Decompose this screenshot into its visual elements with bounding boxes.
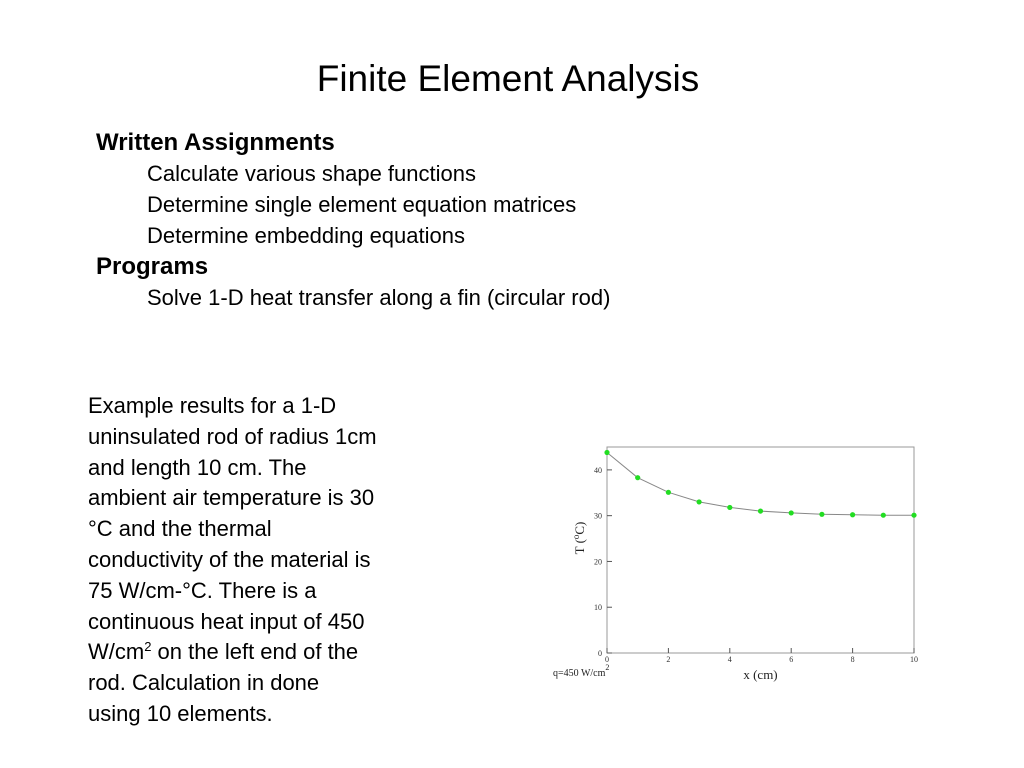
unit-exponent: 2 [144, 639, 152, 655]
assignment-outline [96, 127, 610, 313]
x-tick-label: 4 [727, 655, 732, 664]
example-line: 75 W/cm-°C. There is a [88, 577, 317, 603]
heat-input-label [553, 663, 609, 679]
heat-input-text: q=450 W/cm [553, 668, 606, 679]
x-axis-label: x (cm) [743, 667, 778, 682]
data-point [727, 505, 732, 510]
example-line: ambient air temperature is 30 [88, 485, 375, 511]
data-point [666, 490, 671, 495]
y-axis-label-base: T ( [572, 539, 587, 555]
x-tick-label: 8 [850, 655, 855, 664]
data-point [635, 475, 640, 480]
y-tick-label: 20 [594, 557, 602, 567]
x-tick-label: 2 [666, 655, 671, 664]
plot-frame [607, 447, 914, 653]
example-line: continuous heat input of 450 [88, 608, 365, 634]
data-point [789, 510, 794, 515]
example-line: conductivity of the material is [88, 546, 371, 572]
slide-title: Finite Element Analysis [316, 58, 700, 99]
data-point [604, 450, 609, 455]
temperature-curve [607, 453, 914, 516]
heat-input-exponent: 2 [605, 663, 610, 672]
y-tick-label: 40 [594, 465, 602, 475]
data-point [881, 513, 886, 518]
program-item: Solve 1-D heat transfer along a fin (circular rod) [147, 285, 611, 310]
example-line: rod. Calculation in done [88, 670, 320, 696]
unit-tail: on the left end of the [151, 639, 359, 665]
example-description [88, 391, 433, 730]
y-tick-label: 0 [598, 649, 602, 658]
written-item: Calculate various shape functions [147, 161, 476, 186]
example-line: using 10 elements. [88, 700, 273, 726]
example-line-units [88, 637, 433, 668]
example-line: and length 10 cm. The [88, 454, 307, 480]
data-point [697, 499, 702, 504]
example-line: °C and the thermal [88, 516, 272, 542]
x-tick-label: 6 [789, 655, 794, 664]
y-axis-label-degree: o [571, 534, 581, 540]
y-tick-label: 10 [594, 603, 602, 613]
data-point [911, 513, 916, 518]
data-point [819, 512, 824, 517]
written-assignments-heading: Written Assignments [96, 129, 335, 156]
programs-heading: Programs [96, 253, 209, 280]
example-line: Example results for a 1-D [88, 393, 337, 418]
example-line: uninsulated rod of radius 1cm [88, 423, 377, 449]
data-point [850, 512, 855, 517]
data-point [758, 508, 763, 513]
written-item: Determine embedding equations [147, 223, 465, 248]
y-tick-label: 30 [594, 511, 602, 521]
y-axis-label [571, 522, 587, 555]
y-axis-label-unit: C) [572, 521, 587, 535]
x-tick-label: 0 [605, 655, 609, 664]
x-tick-label: 10 [910, 655, 918, 664]
unit-base: W/cm [88, 639, 145, 665]
temperature-profile-chart [540, 435, 940, 695]
written-item: Determine single element equation matrices [147, 192, 577, 217]
